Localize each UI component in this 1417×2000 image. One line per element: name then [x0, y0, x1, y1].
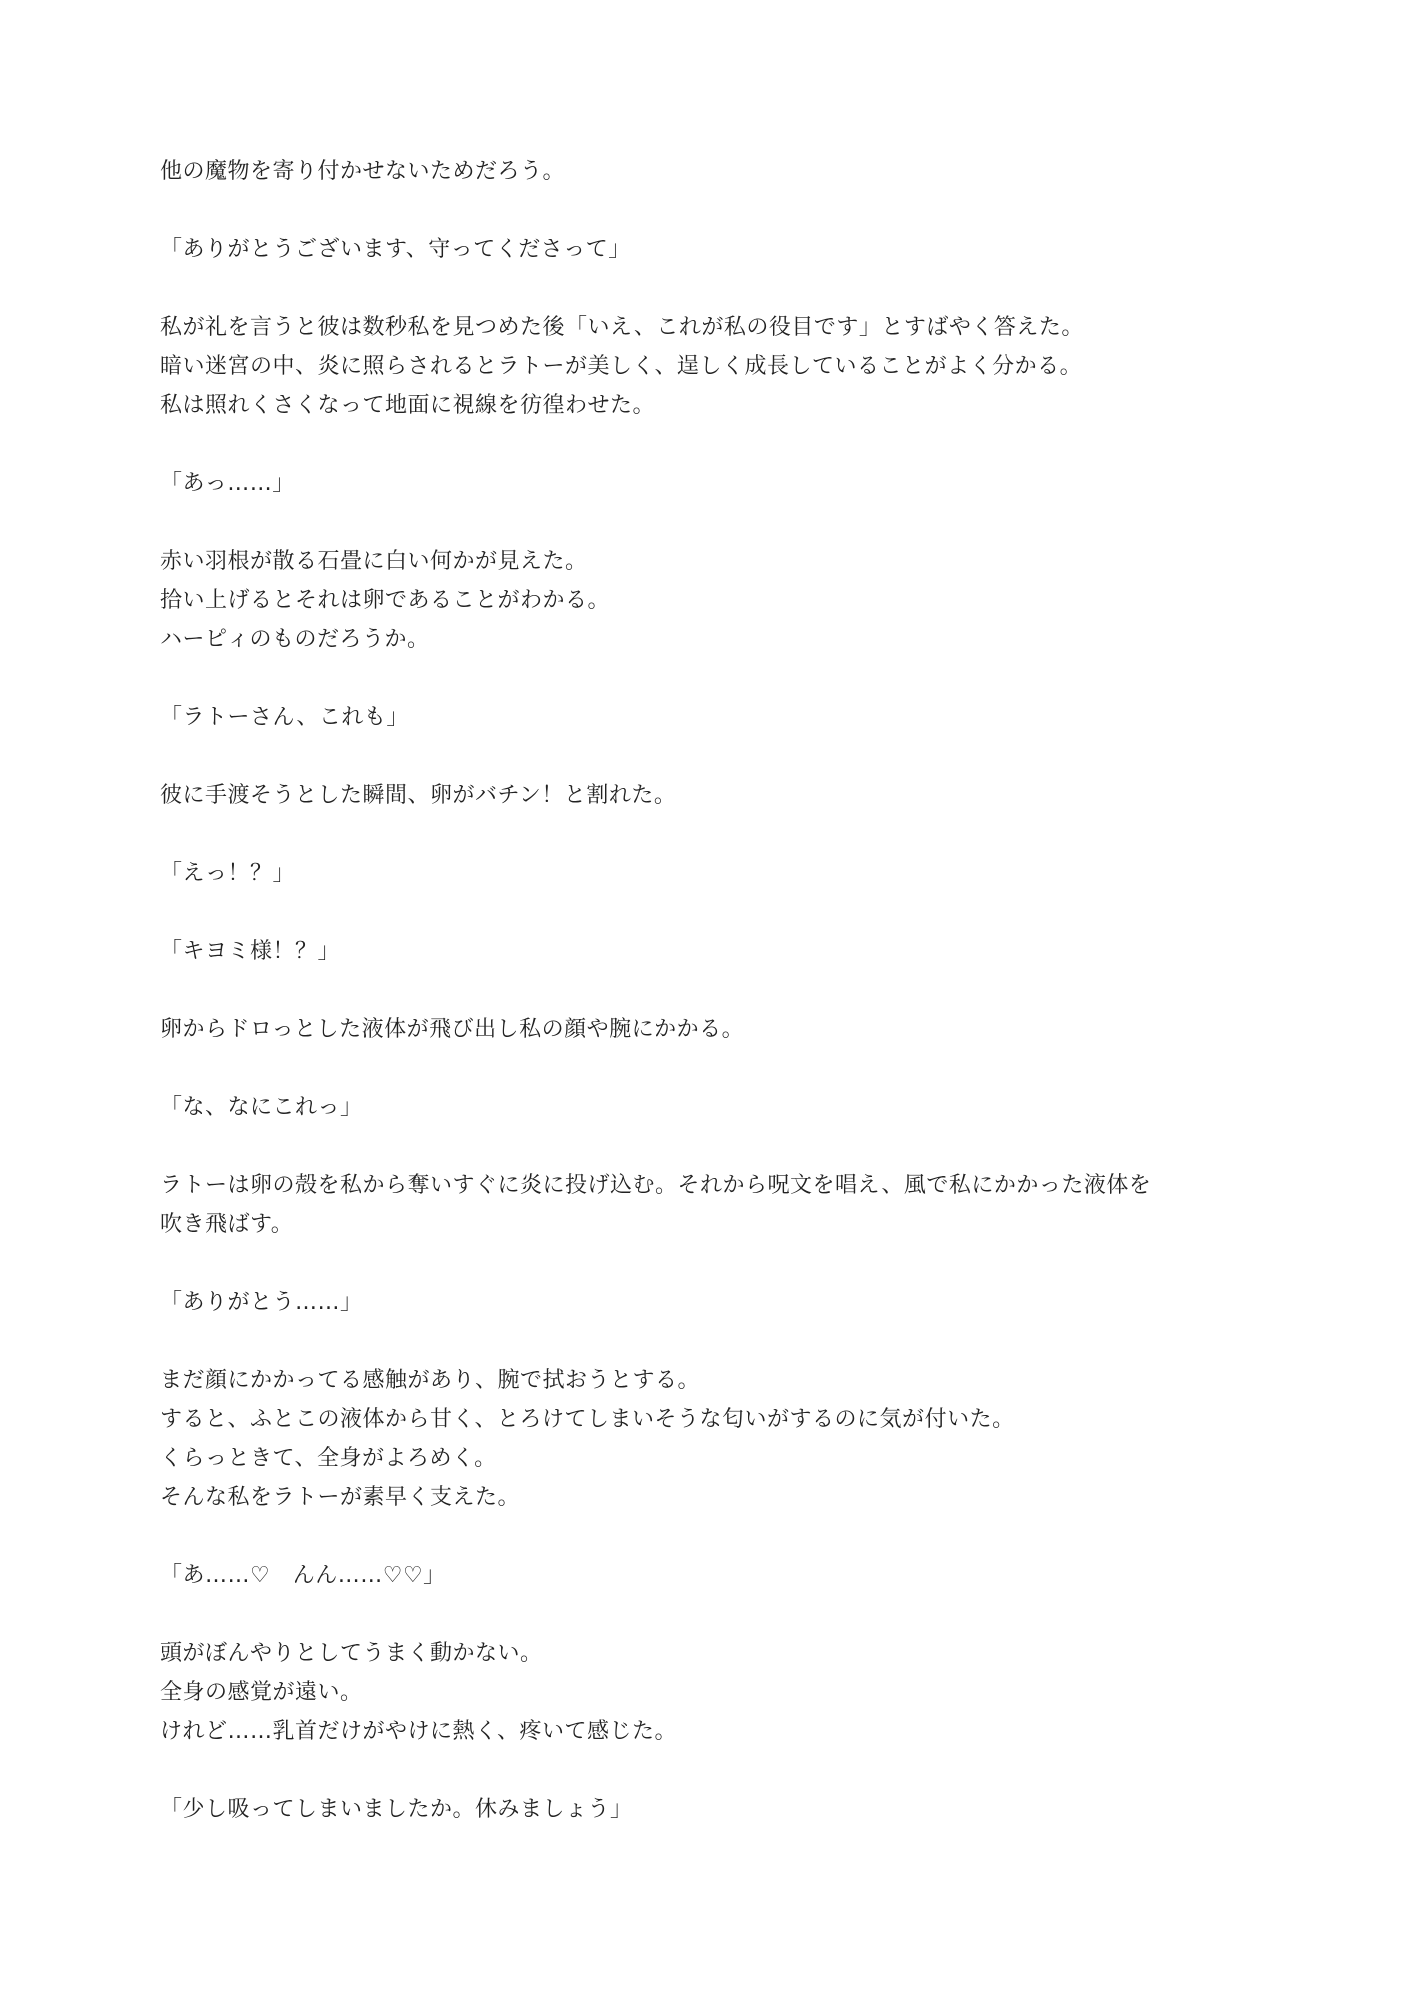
- paragraph: [160, 1634, 1280, 1751]
- text-line: けれど……乳首だけがやけに熱く、疼いて感じた。: [160, 1719, 678, 1744]
- dialogue-line: 「キヨミ様！？」: [160, 939, 341, 964]
- text-line: 卵からドロっとした液体が飛び出し私の顔や腕にかかる。: [160, 1017, 745, 1042]
- paragraph: [160, 854, 1280, 893]
- paragraph: [160, 1361, 1280, 1517]
- paragraph: [160, 1010, 1280, 1049]
- paragraph: [160, 464, 1280, 503]
- body-text: [160, 152, 1280, 1829]
- paragraph: [160, 152, 1280, 191]
- text-line: 拾い上げるとそれは卵であることがわかる。: [160, 588, 611, 613]
- text-line: 私は照れくさくなって地面に視線を彷徨わせた。: [160, 393, 656, 418]
- text-line: 暗い迷宮の中、炎に照らされるとラトーが美しく、逞しく成長していることがよく分かる。: [160, 354, 1083, 379]
- dialogue-line: 「な、なにこれっ」: [160, 1095, 363, 1120]
- paragraph: [160, 1166, 1280, 1244]
- text-line: ラトーは卵の殻を私から奪いすぐに炎に投げ込む。それから呪文を唱え、風で私にかかった液体を: [160, 1173, 1152, 1198]
- text-line: すると、ふとこの液体から甘く、とろけてしまいそうな匂いがするのに気が付いた。: [160, 1407, 1015, 1432]
- dialogue-line: 「ありがとう……」: [160, 1290, 363, 1315]
- paragraph: [160, 1556, 1280, 1595]
- paragraph: [160, 308, 1280, 425]
- text-line: 頭がぼんやりとしてうまく動かない。: [160, 1641, 543, 1666]
- dialogue-line: 「あ……♡ んん……♡♡」: [160, 1563, 446, 1588]
- dialogue-line: 「ラトーさん、これも」: [160, 705, 409, 730]
- paragraph: [160, 1283, 1280, 1322]
- text-line: くらっときて、全身がよろめく。: [160, 1446, 497, 1471]
- text-line: 彼に手渡そうとした瞬間、卵がバチン！と割れた。: [160, 783, 677, 808]
- text-line: 赤い羽根が散る石畳に白い何かが見えた。: [160, 549, 588, 574]
- text-line: 他の魔物を寄り付かせないためだろう。: [160, 159, 566, 184]
- text-line: 私が礼を言うと彼は数秒私を見つめた後「いえ、これが私の役目です」とすばやく答えた。: [160, 315, 1084, 340]
- dialogue-line: 「ありがとうございます、守ってくださって」: [160, 237, 631, 262]
- paragraph: [160, 932, 1280, 971]
- paragraph: [160, 698, 1280, 737]
- text-line: 全身の感覚が遠い。: [160, 1680, 363, 1705]
- dialogue-line: 「少し吸ってしまいましたか。休みましょう」: [160, 1797, 633, 1822]
- paragraph: [160, 1790, 1280, 1829]
- text-line: そんな私をラトーが素早く支えた。: [160, 1485, 521, 1510]
- paragraph: [160, 776, 1280, 815]
- paragraph: [160, 1088, 1280, 1127]
- text-line: まだ顔にかかってる感触があり、腕で拭おうとする。: [160, 1368, 701, 1393]
- paragraph: [160, 230, 1280, 269]
- dialogue-line: 「えっ！？」: [160, 861, 296, 886]
- dialogue-line: 「あっ……」: [160, 471, 295, 496]
- text-line: ハーピィのものだろうか。: [160, 627, 430, 652]
- text-line: 吹き飛ばす。: [160, 1212, 294, 1237]
- paragraph: [160, 542, 1280, 659]
